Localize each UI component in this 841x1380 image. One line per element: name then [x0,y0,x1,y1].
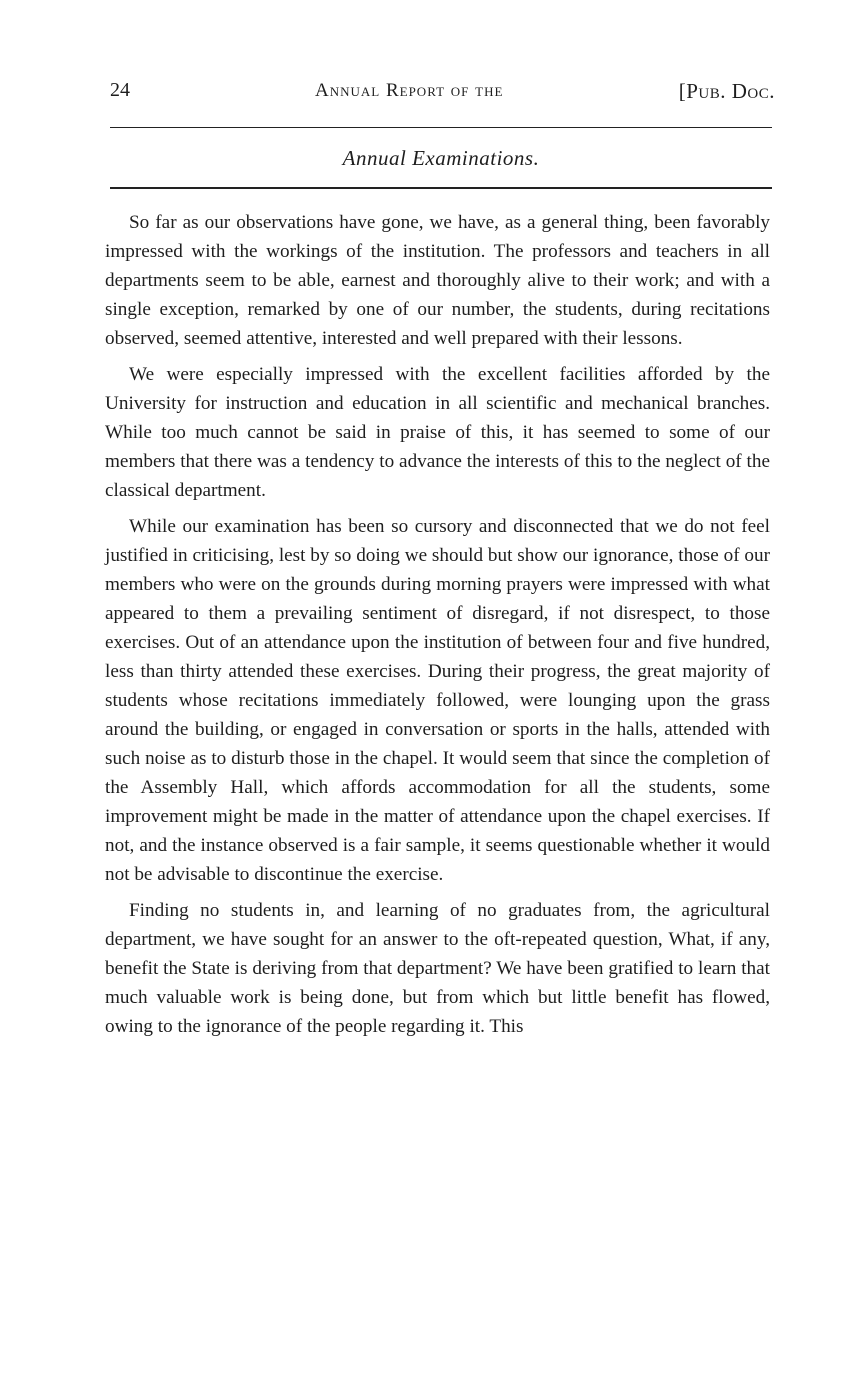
top-rule [110,127,772,128]
running-head [110,74,775,106]
page-number: 24 [110,79,130,101]
paragraph: Finding no students in, and learning of no graduates from, the agricultural department, we have sought for an answer to the oft-repeated question, What, if any, benefit the State is deriving from that department? We have been gratified to learn that much valuable work is being done, but from which but little benefit has flowed, owing to the ignorance of the people regarding it. This [105,900,770,1037]
paragraph: While our examination has been so cursory and disconnected that we do not feel justified in criticising, lest by so doing we should but show our ignorance, those of our members who were on the grounds during morning prayers were impressed with what appeared to them a prevailing sentiment of disregard, if not disrespect, to those exercises. Out of an attendance upon the institution of between four and five hundred, less than thirty attended these exercises. During their progress, the great majority of students whose recitations immediately followed, were lounging upon the grass around the building, or engaged in conversation or sports in the halls, attended with such noise as to disturb those in the chapel. It would seem that since the completion of the Assembly Hall, which affords accommodation for all the students, some improvement might be made in the matter of attendance upon the chapel exercises. If not, and the instance observed is a fair sample, it seems questionable whether it would not be advisable to discontinue the exercise. [105,516,770,885]
paragraph: So far as our observations have gone, we have, as a general thing, been favorably impressed with the workings of the institution. The professors and teachers in all departments seem to be able, earnest and thoroughly alive to their work; and with a single exception, remarked by one of our number, the students, during recitations observed, seemed attentive, interested and well prepared with their lessons. [105,212,770,349]
section-title: Annual Examinations. [342,146,540,170]
paragraph: We were especially impressed with the excellent facilities afforded by the University for instruction and education in all scientific and mechanical branches. While too much cannot be said in praise of this, it has seemed to some of our members that there was a tendency to advance the interests of this to the neglect of the classical department. [105,364,770,501]
bottom-rule [110,187,772,189]
running-title: Annual Report of the [315,80,504,101]
document-label: [Pub. Doc. [678,79,775,103]
body-text [105,208,770,1048]
